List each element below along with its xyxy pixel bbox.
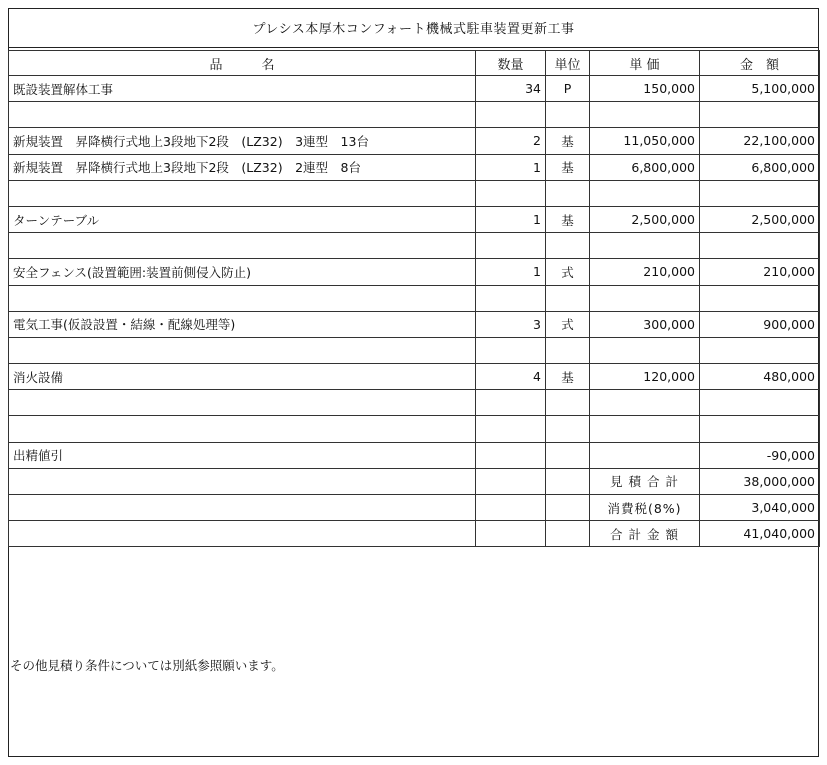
row-qty-cell: 3 bbox=[476, 311, 546, 337]
row-unit-cell: 基 bbox=[546, 364, 590, 390]
summary-empty-cell bbox=[476, 468, 546, 494]
table-row bbox=[9, 102, 820, 128]
row-unit-cell bbox=[546, 390, 590, 416]
row-amount-cell bbox=[700, 285, 820, 311]
summary-empty-cell bbox=[546, 468, 590, 494]
table-row bbox=[9, 364, 820, 390]
row-price-cell bbox=[590, 442, 700, 468]
summary-row bbox=[9, 468, 820, 494]
row-name-cell: 新規装置 昇降横行式地上3段地下2段 (LZ32) 3連型 13台 bbox=[9, 128, 476, 154]
row-amount-cell: 5,100,000 bbox=[700, 76, 820, 102]
row-qty-cell: 4 bbox=[476, 364, 546, 390]
table-row bbox=[9, 76, 820, 102]
table-row bbox=[9, 442, 820, 468]
row-name-cell bbox=[9, 180, 476, 206]
row-unit-cell: 式 bbox=[546, 311, 590, 337]
table-row bbox=[9, 285, 820, 311]
summary-amount: 41,040,000 bbox=[700, 521, 820, 547]
row-amount-cell: 22,100,000 bbox=[700, 128, 820, 154]
row-name-cell: ターンテーブル bbox=[9, 206, 476, 232]
row-qty-cell bbox=[476, 233, 546, 259]
summary-empty-cell bbox=[476, 495, 546, 521]
row-name-cell bbox=[9, 233, 476, 259]
row-price-cell: 210,000 bbox=[590, 259, 700, 285]
row-amount-cell bbox=[700, 102, 820, 128]
row-unit-cell bbox=[546, 285, 590, 311]
row-qty-cell bbox=[476, 285, 546, 311]
summary-empty-cell bbox=[9, 495, 476, 521]
row-amount-cell bbox=[700, 390, 820, 416]
row-qty-cell: 34 bbox=[476, 76, 546, 102]
row-amount-cell: 210,000 bbox=[700, 259, 820, 285]
table-row bbox=[9, 416, 820, 442]
row-name-cell: 出精値引 bbox=[9, 442, 476, 468]
footer-note: その他見積り条件については別紙参照願います。 bbox=[10, 658, 284, 673]
row-price-cell bbox=[590, 180, 700, 206]
row-amount-cell: 480,000 bbox=[700, 364, 820, 390]
summary-row bbox=[9, 495, 820, 521]
row-price-cell bbox=[590, 233, 700, 259]
row-unit-cell: P bbox=[546, 76, 590, 102]
row-amount-cell: 900,000 bbox=[700, 311, 820, 337]
summary-empty-cell bbox=[9, 521, 476, 547]
header-name: 品 名 bbox=[9, 51, 476, 76]
row-amount-cell bbox=[700, 337, 820, 363]
row-unit-cell bbox=[546, 416, 590, 442]
row-price-cell bbox=[590, 102, 700, 128]
table-row bbox=[9, 259, 820, 285]
row-price-cell: 300,000 bbox=[590, 311, 700, 337]
header-amount: 金 額 bbox=[700, 51, 820, 76]
estimate-table bbox=[8, 50, 820, 547]
row-qty-cell bbox=[476, 390, 546, 416]
row-unit-cell bbox=[546, 337, 590, 363]
row-unit-cell: 式 bbox=[546, 259, 590, 285]
row-amount-cell: -90,000 bbox=[700, 442, 820, 468]
row-name-cell bbox=[9, 416, 476, 442]
summary-row bbox=[9, 521, 820, 547]
document-title: プレシス本厚木コンフォート機械式駐車装置更新工事 bbox=[8, 8, 819, 48]
row-qty-cell: 2 bbox=[476, 128, 546, 154]
table-row bbox=[9, 390, 820, 416]
summary-empty-cell bbox=[9, 468, 476, 494]
row-unit-cell bbox=[546, 180, 590, 206]
row-name-cell: 消火設備 bbox=[9, 364, 476, 390]
row-unit-cell bbox=[546, 102, 590, 128]
row-qty-cell: 1 bbox=[476, 206, 546, 232]
row-qty-cell bbox=[476, 442, 546, 468]
row-price-cell bbox=[590, 416, 700, 442]
row-price-cell: 2,500,000 bbox=[590, 206, 700, 232]
row-unit-cell bbox=[546, 233, 590, 259]
row-price-cell: 150,000 bbox=[590, 76, 700, 102]
row-unit-cell: 基 bbox=[546, 206, 590, 232]
summary-empty-cell bbox=[546, 521, 590, 547]
row-qty-cell: 1 bbox=[476, 259, 546, 285]
row-amount-cell bbox=[700, 233, 820, 259]
summary-empty-cell bbox=[476, 521, 546, 547]
row-qty-cell bbox=[476, 337, 546, 363]
summary-amount: 38,000,000 bbox=[700, 468, 820, 494]
row-name-cell: 新規装置 昇降横行式地上3段地下2段 (LZ32) 2連型 8台 bbox=[9, 154, 476, 180]
summary-empty-cell bbox=[546, 495, 590, 521]
header-price: 単 価 bbox=[590, 51, 700, 76]
row-name-cell: 電気工事(仮設設置・結線・配線処理等) bbox=[9, 311, 476, 337]
row-qty-cell bbox=[476, 102, 546, 128]
row-amount-cell bbox=[700, 180, 820, 206]
row-name-cell: 安全フェンス(設置範囲:装置前側侵入防止) bbox=[9, 259, 476, 285]
row-name-cell bbox=[9, 390, 476, 416]
row-price-cell bbox=[590, 337, 700, 363]
summary-label: 消費税(8%) bbox=[590, 495, 700, 521]
row-name-cell: 既設装置解体工事 bbox=[9, 76, 476, 102]
row-name-cell bbox=[9, 102, 476, 128]
row-name-cell bbox=[9, 337, 476, 363]
header-qty: 数量 bbox=[476, 51, 546, 76]
table-row bbox=[9, 206, 820, 232]
table-row bbox=[9, 311, 820, 337]
row-unit-cell: 基 bbox=[546, 154, 590, 180]
row-price-cell: 6,800,000 bbox=[590, 154, 700, 180]
row-unit-cell bbox=[546, 442, 590, 468]
row-amount-cell bbox=[700, 416, 820, 442]
table-row bbox=[9, 128, 820, 154]
header-unit: 単位 bbox=[546, 51, 590, 76]
row-unit-cell: 基 bbox=[546, 128, 590, 154]
row-price-cell bbox=[590, 285, 700, 311]
summary-label: 見 積 合 計 bbox=[590, 468, 700, 494]
row-amount-cell: 6,800,000 bbox=[700, 154, 820, 180]
row-qty-cell bbox=[476, 180, 546, 206]
row-price-cell bbox=[590, 390, 700, 416]
table-row bbox=[9, 154, 820, 180]
summary-amount: 3,040,000 bbox=[700, 495, 820, 521]
row-price-cell: 11,050,000 bbox=[590, 128, 700, 154]
row-qty-cell bbox=[476, 416, 546, 442]
table-row bbox=[9, 233, 820, 259]
table-row bbox=[9, 337, 820, 363]
row-amount-cell: 2,500,000 bbox=[700, 206, 820, 232]
summary-label: 合 計 金 額 bbox=[590, 521, 700, 547]
row-price-cell: 120,000 bbox=[590, 364, 700, 390]
row-qty-cell: 1 bbox=[476, 154, 546, 180]
table-header-row bbox=[9, 51, 820, 76]
table-row bbox=[9, 180, 820, 206]
row-name-cell bbox=[9, 285, 476, 311]
